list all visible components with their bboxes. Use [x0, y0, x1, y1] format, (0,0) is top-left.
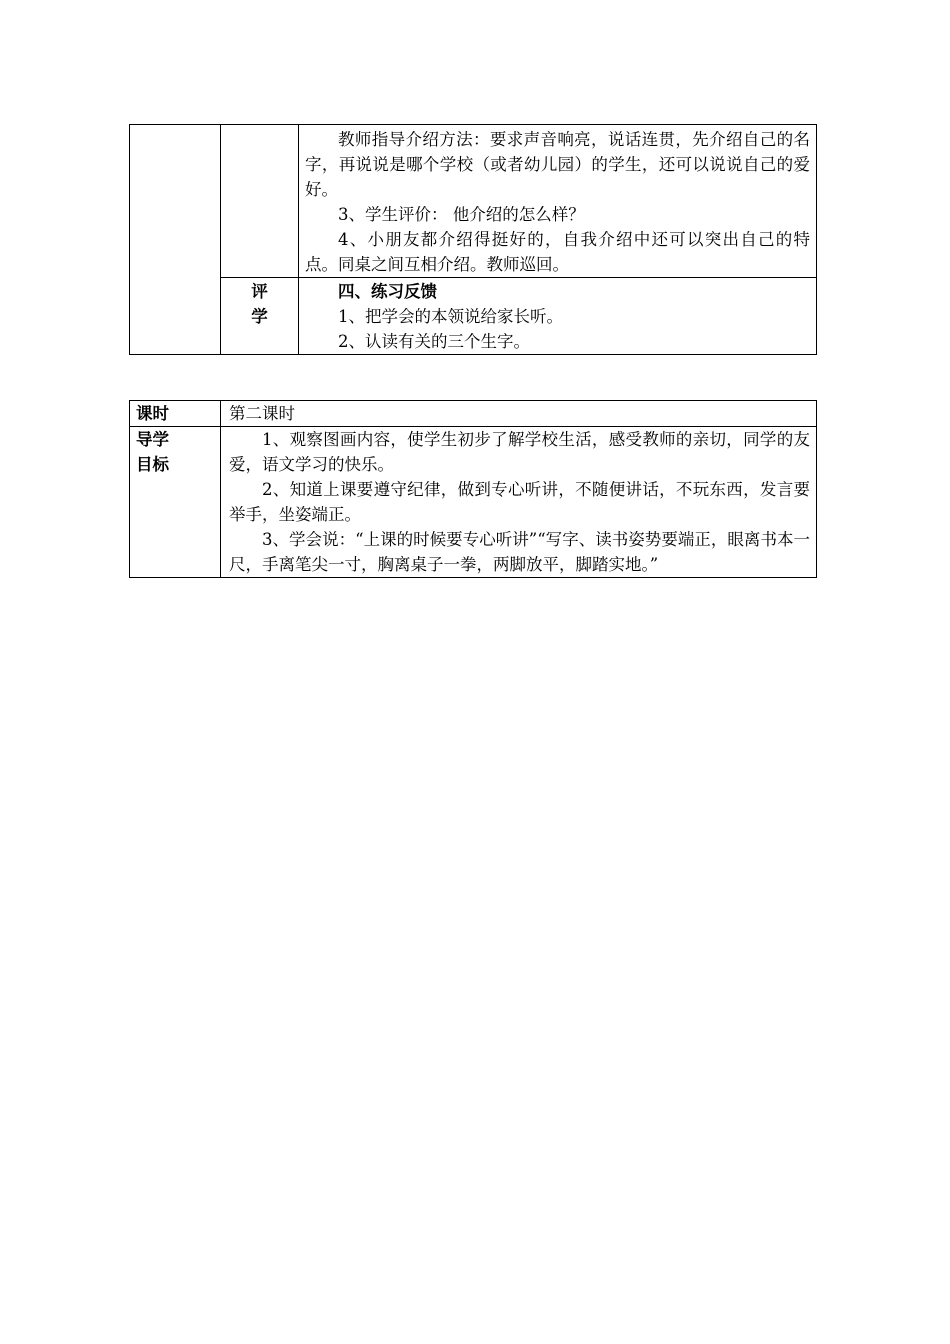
paragraph: 3、学生评价： 他介绍的怎么样？: [338, 205, 585, 224]
period-value-cell: 第二课时: [221, 401, 817, 427]
paragraph: 3、学会说：“上课的时候要专心听讲”“写字、读书姿势要端正，眼离书本一尺，手离笔尖一寸，胸离桌子一拳，两脚放平，脚踏实地。”: [229, 530, 810, 574]
activity-content-cell: [299, 125, 817, 278]
table-row: [130, 278, 817, 355]
table-row: [130, 125, 817, 278]
lesson-plan-table-continued: [129, 124, 817, 355]
label-char: 评: [251, 282, 268, 301]
section-heading: 四、练习反馈: [338, 282, 437, 301]
label-line: 目标: [136, 455, 169, 474]
empty-stage-cell: [130, 125, 221, 355]
table-row: [130, 427, 817, 578]
lesson-objectives-table: [129, 400, 817, 578]
paragraph: 2、知道上课要遵守纪律，做到专心听讲，不随便讲话，不玩东西，发言要举手，坐姿端正。: [229, 480, 810, 524]
objectives-content-cell: [221, 427, 817, 578]
period-label-cell: 课时: [130, 401, 221, 427]
label-char: 学: [251, 307, 268, 326]
paragraph: 教师指导介绍方法：要求声音响亮，说话连贯，先介绍自己的名字，再说说是哪个学校（或者幼儿园）的学生，还可以说说自己的爱好。: [305, 130, 810, 199]
empty-label-cell: [221, 125, 299, 278]
list-item: 1、把学会的本领说给家长听。: [338, 307, 563, 326]
label-line: 导学: [136, 430, 169, 449]
evaluation-label-cell: [221, 278, 299, 355]
table-row: [130, 401, 817, 427]
list-item: 2、认读有关的三个生字。: [338, 332, 530, 351]
paragraph: 4、小朋友都介绍得挺好的，自我介绍中还可以突出自己的特点。同桌之间互相介绍。教师巡回。: [305, 230, 810, 274]
paragraph: 1、观察图画内容，使学生初步了解学校生活，感受教师的亲切，同学的友爱，语文学习的快乐。: [229, 430, 810, 474]
objectives-label-cell: [130, 427, 221, 578]
practice-feedback-cell: [299, 278, 817, 355]
